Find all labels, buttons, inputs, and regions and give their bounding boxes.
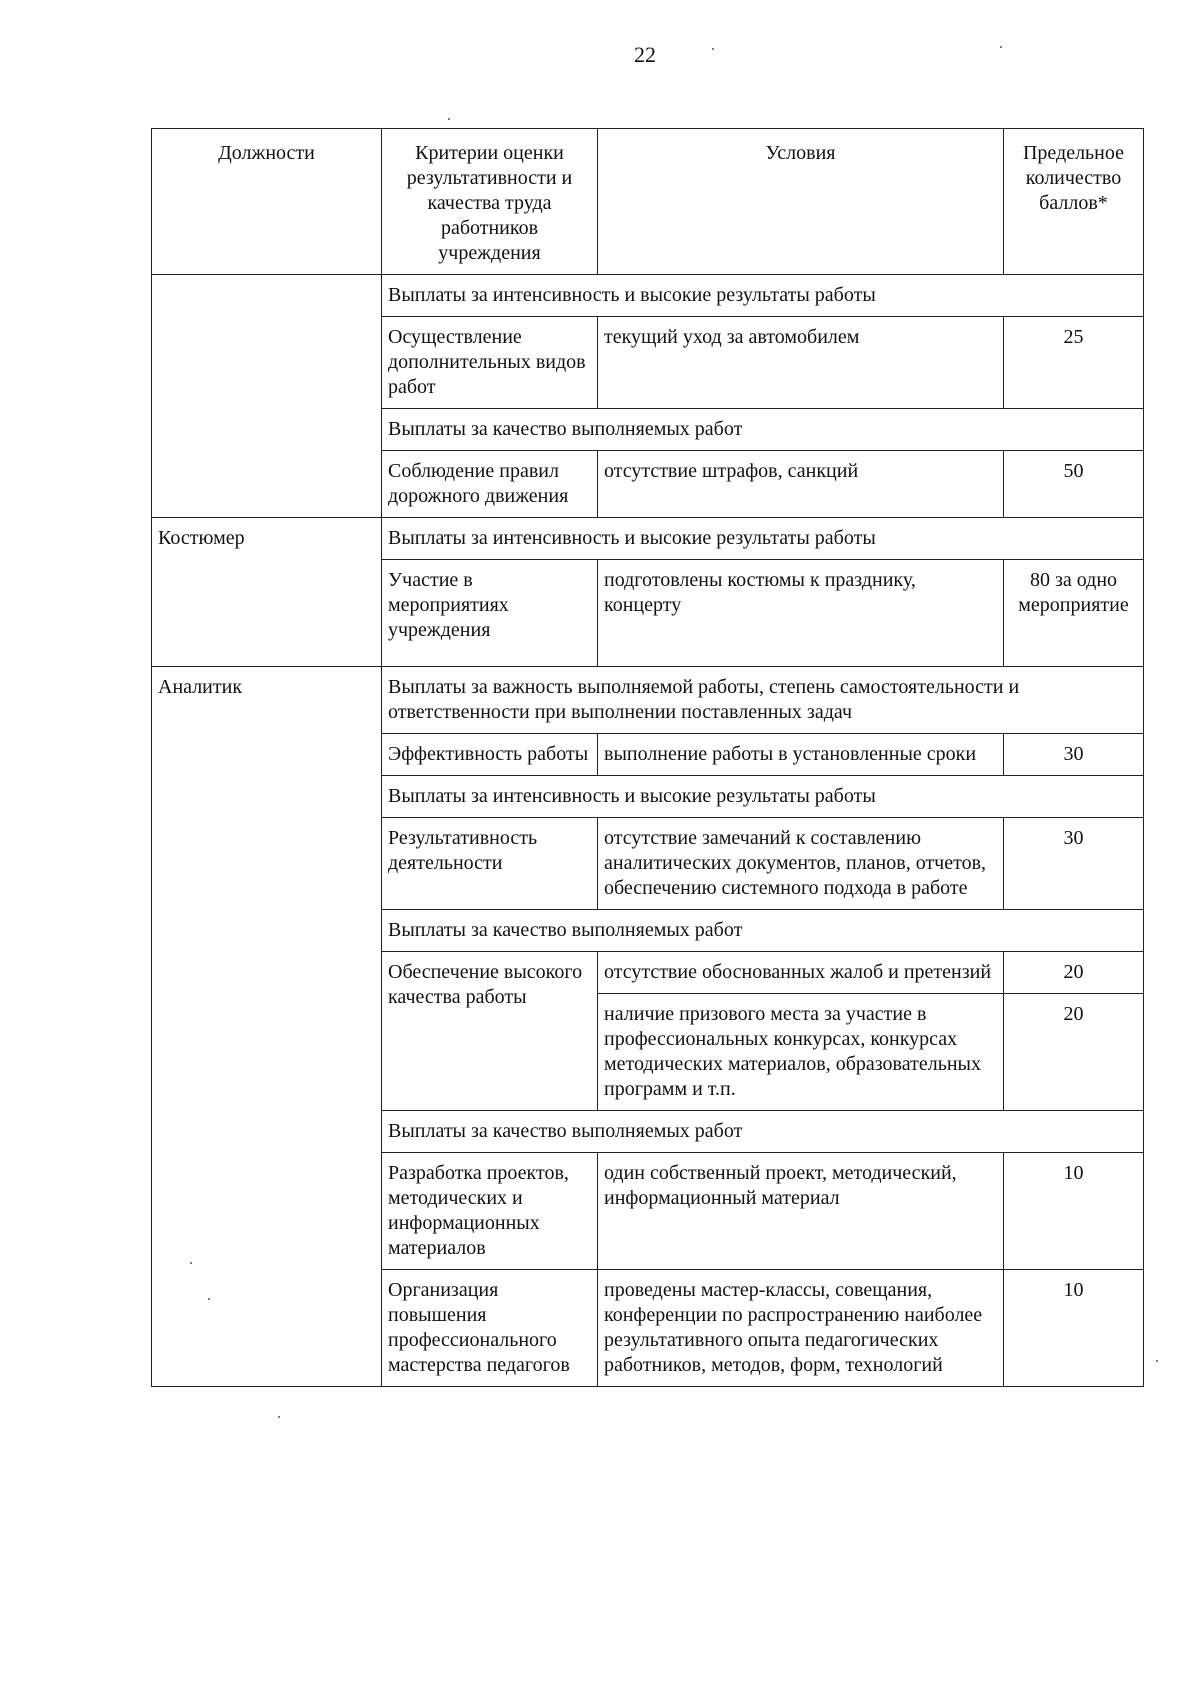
points-cell: 20 xyxy=(1004,994,1144,1111)
condition-cell: один собственный проект, методический, информационный материал xyxy=(598,1153,1004,1270)
section-heading: Выплаты за интенсивность и высокие результаты работы xyxy=(382,776,1144,818)
condition-cell: отсутствие замечаний к составлению аналитических документов, планов, отчетов, обеспечению системного подхода в работе xyxy=(598,818,1004,910)
table-row xyxy=(152,667,1144,734)
condition-cell: наличие призового места за участие в профессиональных конкурсах, конкурсах методических материалов, образовательных программ и т.п. xyxy=(598,994,1004,1111)
criterion-cell: Соблюдение правил дорожного движения xyxy=(382,451,598,518)
scan-speck xyxy=(190,1262,192,1264)
header-conditions: Условия xyxy=(598,129,1004,275)
condition-cell: отсутствие штрафов, санкций xyxy=(598,451,1004,518)
section-heading: Выплаты за интенсивность и высокие результаты работы xyxy=(382,275,1144,317)
position-cell: Костюмер xyxy=(152,518,382,667)
condition-cell: проведены мастер-классы, совещания, конференции по распространению наиболее результативного опыта педагогических работников, методов, форм, технологий xyxy=(598,1270,1004,1387)
section-heading: Выплаты за важность выполняемой работы, степень самостоятельности и ответственности при выполнении поставленных задач xyxy=(382,667,1144,734)
section-heading: Выплаты за качество выполняемых работ xyxy=(382,409,1144,451)
points-cell: 10 xyxy=(1004,1153,1144,1270)
criterion-cell: Разработка проектов, методических и информационных материалов xyxy=(382,1153,598,1270)
points-cell: 10 xyxy=(1004,1270,1144,1387)
scan-speck xyxy=(448,118,450,120)
scan-speck xyxy=(208,1298,210,1300)
points-cell: 30 xyxy=(1004,818,1144,910)
section-heading: Выплаты за качество выполняемых работ xyxy=(382,1111,1144,1153)
section-heading: Выплаты за интенсивность и высокие результаты работы xyxy=(382,518,1144,560)
scan-speck xyxy=(712,48,714,50)
condition-cell: текущий уход за автомобилем xyxy=(598,317,1004,409)
condition-cell: подготовлены костюмы к празднику, концерту xyxy=(598,560,1004,667)
criteria-table xyxy=(151,128,1144,1387)
scan-speck xyxy=(1000,46,1002,48)
condition-cell: отсутствие обоснованных жалоб и претензий xyxy=(598,952,1004,994)
points-cell: 80 за одно мероприятие xyxy=(1004,560,1144,667)
scan-speck xyxy=(278,1416,280,1418)
scan-speck xyxy=(1156,1360,1158,1362)
points-cell: 20 xyxy=(1004,952,1144,994)
criterion-cell: Участие в мероприятиях учреждения xyxy=(382,560,598,667)
position-cell-empty xyxy=(152,275,382,518)
criterion-cell: Осуществление дополнительных видов работ xyxy=(382,317,598,409)
table-row xyxy=(152,518,1144,560)
header-row xyxy=(152,129,1144,275)
criterion-cell: Обеспечение высокого качества работы xyxy=(382,952,598,1111)
points-cell: 25 xyxy=(1004,317,1144,409)
criterion-cell: Эффективность работы xyxy=(382,734,598,776)
criterion-cell: Организация повышения профессионального мастерства педагогов xyxy=(382,1270,598,1387)
points-cell: 50 xyxy=(1004,451,1144,518)
position-cell: Аналитик xyxy=(152,667,382,1387)
header-points: Предельное количество баллов* xyxy=(1004,129,1144,275)
header-criteria: Критерии оценки результативности и качества труда работников учреждения xyxy=(382,129,598,275)
page-number: 22 xyxy=(634,42,656,67)
header-position: Должности xyxy=(152,129,382,275)
points-cell: 30 xyxy=(1004,734,1144,776)
criterion-cell: Результативность деятельности xyxy=(382,818,598,910)
table-row xyxy=(152,275,1144,317)
section-heading: Выплаты за качество выполняемых работ xyxy=(382,910,1144,952)
condition-cell: выполнение работы в установленные сроки xyxy=(598,734,1004,776)
